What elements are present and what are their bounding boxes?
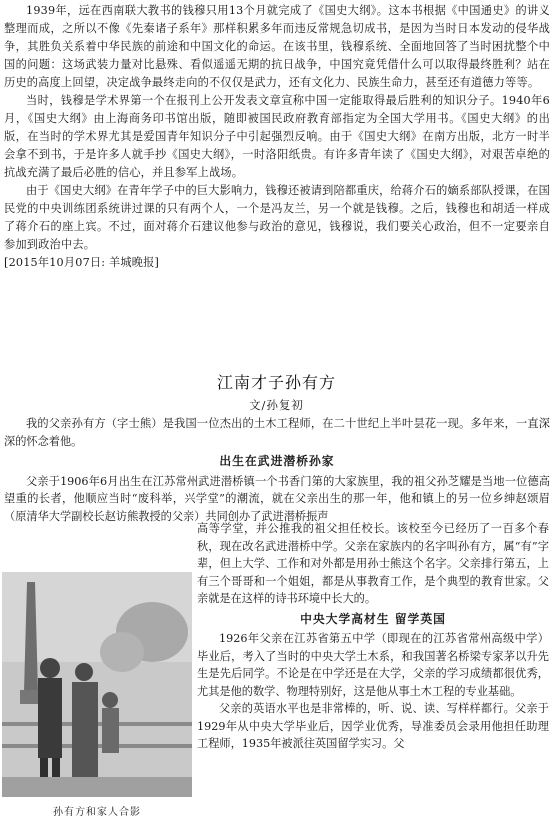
section2-paragraph: 父亲的英语水平也是非常棒的，听、说、读、写样样都行。父亲于1929年从中央大学毕业后，因学业优秀，导准委员会录用他担任助理工程师，1935年被派往英国留学实习。父	[197, 702, 549, 750]
paragraph: 1939年，远在西南联大教书的钱穆只用13个月就完成了《国史大纲》。这本书根据《中国通史》的讲义整理而成，之所以不像《先秦诸子系年》那样积累多年而违反常规急切成书，是因为当时日本发动的侵华战争，其胜负关系着中华民族的前途和中国文化的命运。在该书里，钱穆系统、全面地回答了当时困扰整个中国的问题：这场武装力量对比悬殊、看似遥遥无期的抗日战争，中国究竟凭借什么可以取得最终胜利？站在历史的高度上回望，决定战争最终走向的不仅仅是武力，还有文化力、民族生命力，甚至还有道德力等等。	[4, 4, 550, 89]
intro-paragraph: 我的父亲孙有方（字士熊）是我国一位杰出的土木工程师，在二十世纪上半叶昙花一现。多年来，一直深深的怀念着他。	[4, 417, 550, 448]
article-body-top	[4, 415, 550, 525]
paragraph: 当时，钱穆是学术界第一个在报刊上公开发表文章宣称中国一定能取得最后胜利的知识分子。1940年6月，《国史大纲》由上海商务印书馆出版，随即被国民政府教育部指定为全国大学用书。《国史大纲》的出版，在当时的学术界尤其是爱国青年知识分子中引起强烈反响。由于《国史大纲》在南方出版，北方一时半会拿不到书，于是许多人就手抄《国史大纲》，一时洛阳纸贵。有许多青年读了《国史大纲》，对艰苦卓绝的抗战充满了最后必胜的信心，并且参军上战场。	[4, 94, 550, 179]
article-right-column	[197, 520, 549, 753]
article-title: 江南才子孙有方	[216, 373, 336, 392]
paragraph: 由于《国史大纲》在青年学子中的巨大影响力，钱穆还被请到陪都重庆，给蒋介石的嫡系部队授课，在国民党的中央训练团系统讲过课的只有两个人，一个是冯友兰，另一个就是钱穆。之后，钱穆也和胡适一样成了蒋介石的座上宾。不过，面对蒋介石建议他参与政治的意见，钱穆说，我们要关心政治，但不一定要亲自参加到政治中去。	[4, 184, 550, 251]
source-line: [2015年10月07日: 羊城晚报]	[4, 256, 160, 269]
previous-article-text	[4, 2, 550, 272]
family-photo	[2, 572, 192, 797]
section2-paragraph: 1926年父亲在江苏省第五中学（即现在的江苏省常州高级中学）毕业后，考入了当时的中央大学土木系，和我国著名桥梁专家茅以升先生是先后同学。不论是在中学还是在大学，父亲的学习成绩都很优秀，尤其是他的数学、物理特别好，这是他从事土木工程的专业基础。	[197, 632, 549, 698]
article-author: 文/孙复初	[249, 398, 304, 412]
section-heading: 出生在武进潜桥孙家	[219, 454, 335, 468]
section1-paragraph: 父亲于1906年6月出生在江苏常州武进潜桥镇一个书香门第的大家族里，我的祖父孙芝耀是当地一位德高望重的长者，他顺应当时“废科举，兴学堂”的潮流，就在父亲出生的那一年，他和镇上的另一位乡绅赵颂眉（原清华大学副校长赵访熊教授的父亲）共同创办了武进潜桥振声	[4, 474, 550, 523]
family-photo-illustration	[2, 572, 192, 797]
photo-caption: 孙有方和家人合影	[53, 807, 141, 818]
section1-paragraph-continued: 高等学堂，并公推我的祖父担任校长。该校至今已经历了一百多个春秋，现在改名武进潜桥中学。父亲在家族内的名字叫孙有方，属“有”字辈，但上大学、工作和对外都是用孙士熊这个名字。父亲排行第五，上有三个哥哥和一个姐姐，都是从事教育工作，是个典型的教育世家。父亲就是在这样的诗书环境中长大的。	[197, 522, 549, 605]
section-heading: 中央大学高材生 留学英国	[300, 611, 446, 626]
